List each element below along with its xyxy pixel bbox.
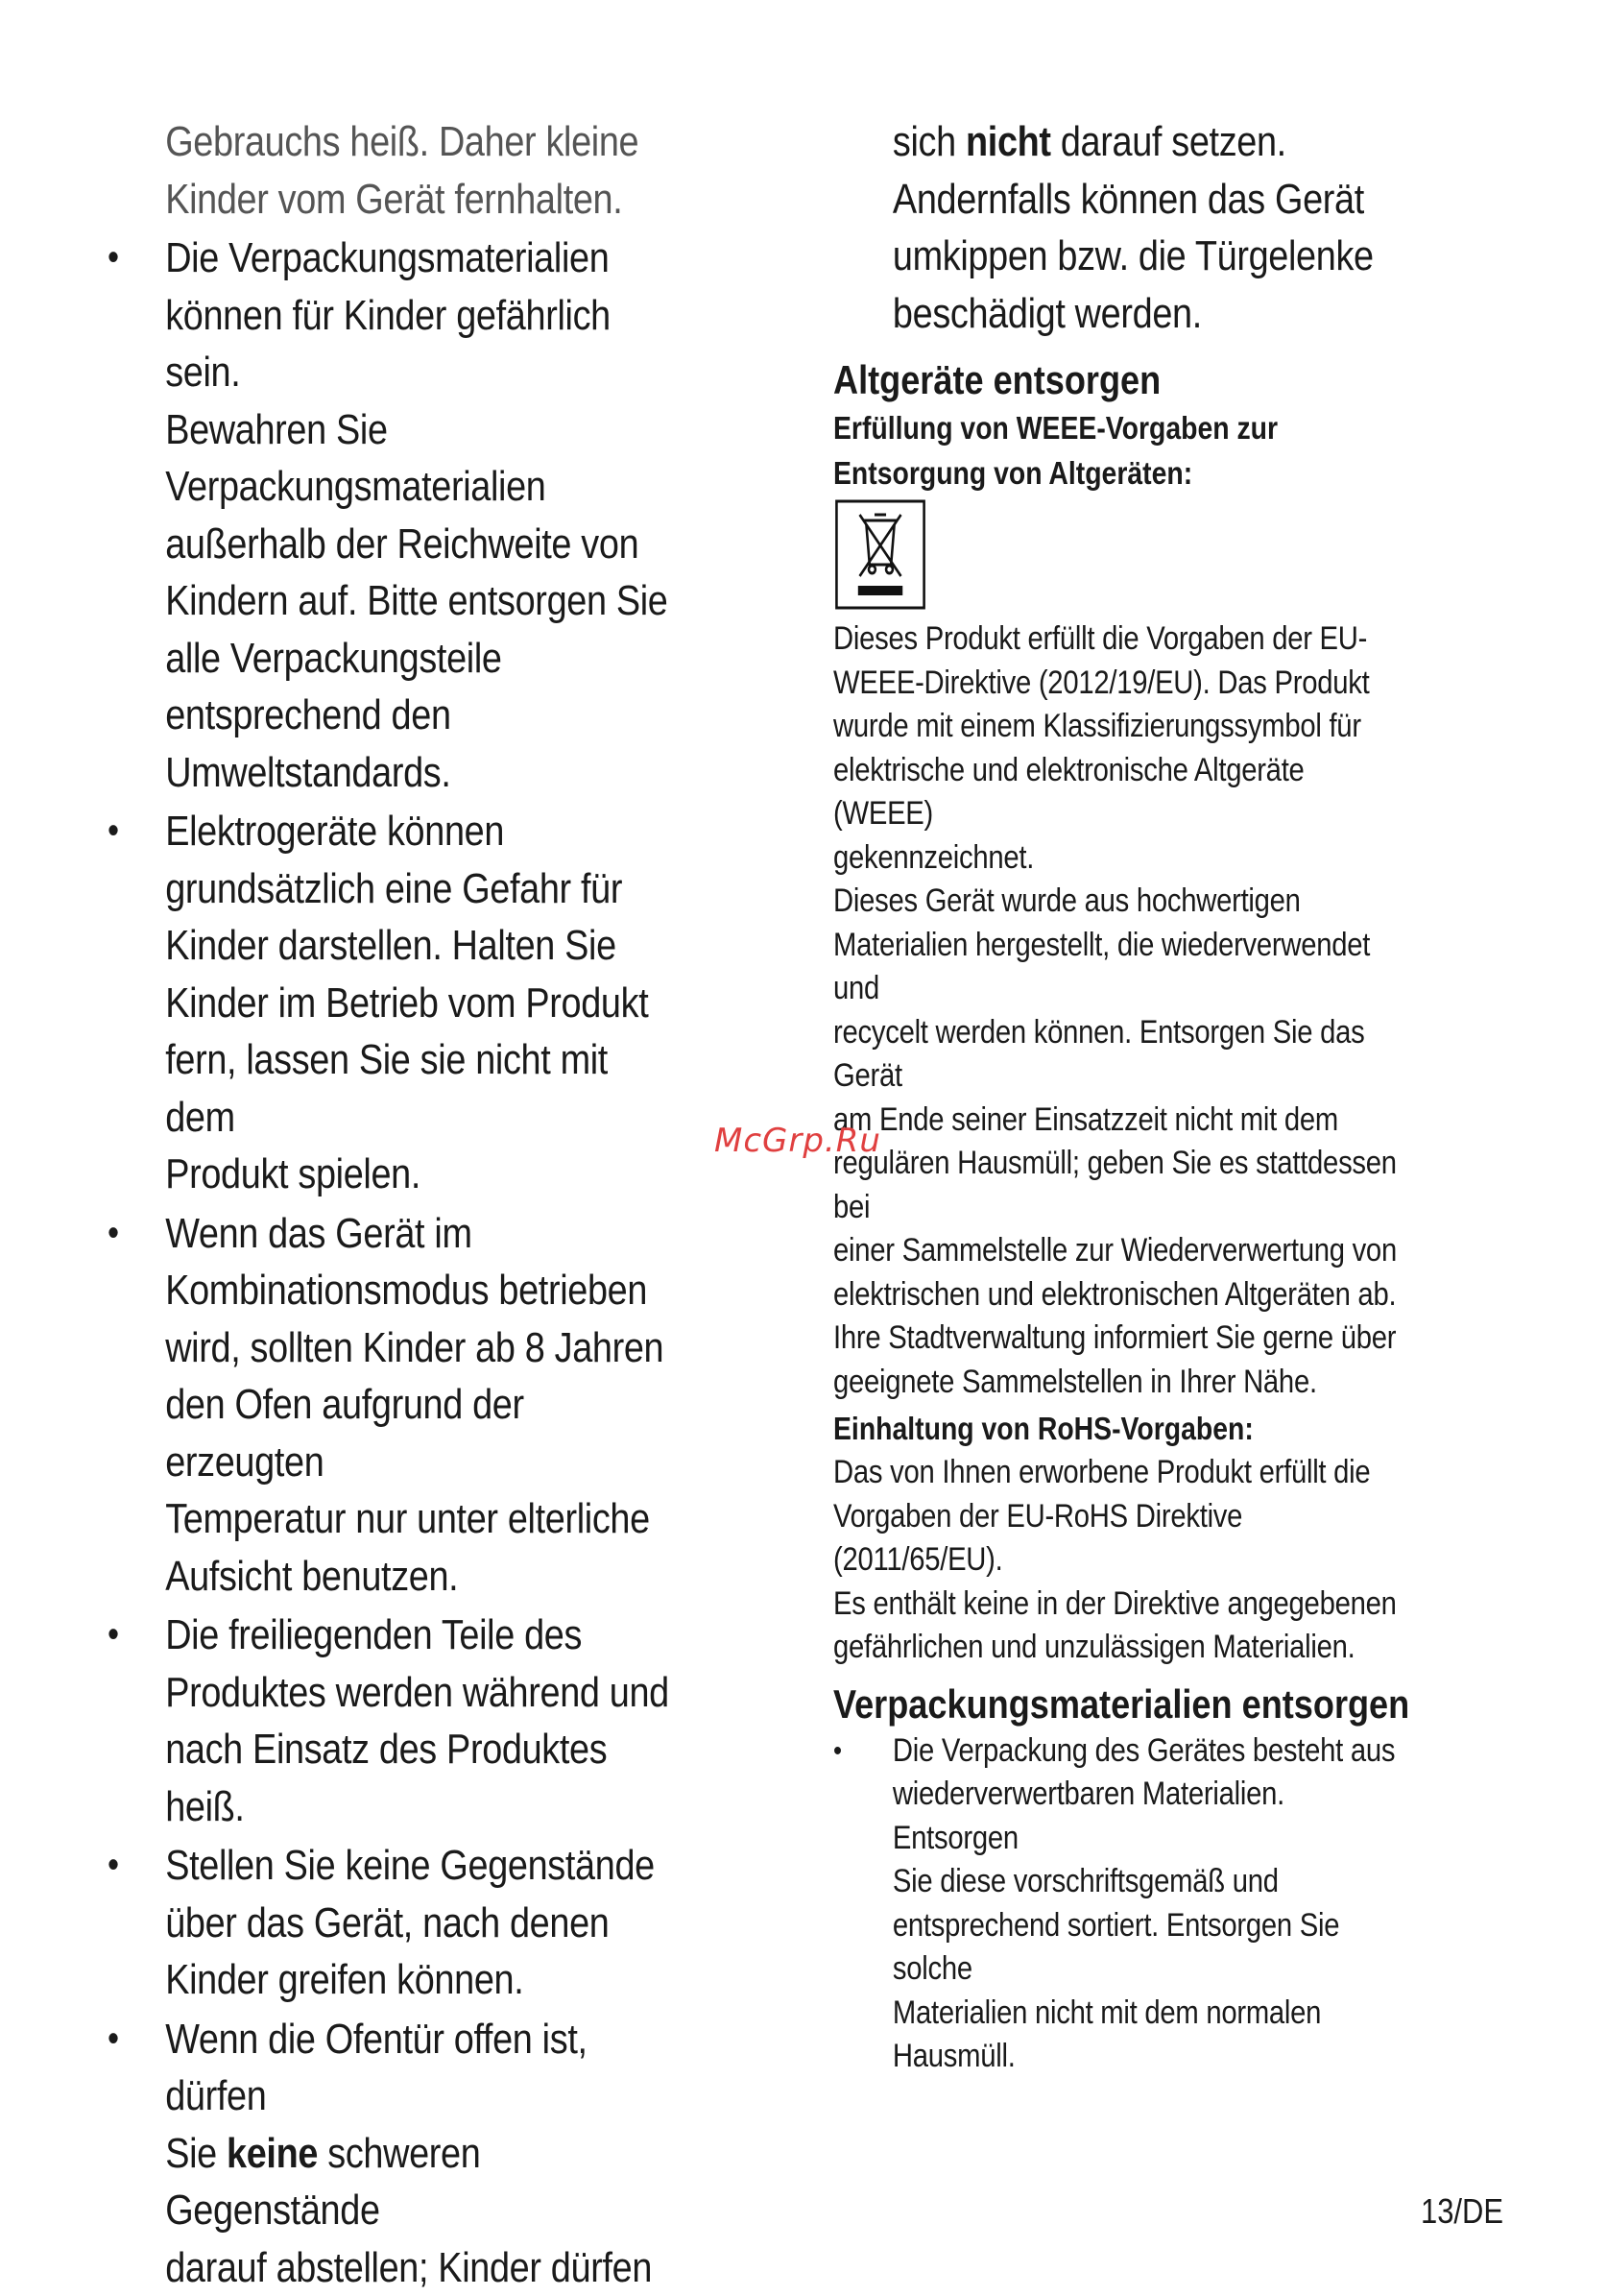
- emphasis-nicht: nicht: [966, 118, 1051, 165]
- right-continuation: sich nicht darauf setzen. Andernfalls können das Gerät umkippen bzw. die Türgelenke beschädigt werden.: [893, 113, 1411, 342]
- bullet-icon: •: [108, 1607, 140, 1664]
- crossed-out-wheelie-bin-icon: [835, 499, 926, 610]
- bullet-item: • Die freiliegenden Teile des Produktes werden während und nach Einsatz des Produktes heiß.: [108, 1607, 685, 1835]
- bullet-icon: •: [833, 1729, 842, 1774]
- watermark: McGrp.Ru: [714, 1122, 881, 1160]
- bullet-icon: •: [108, 230, 140, 287]
- page-number: 13/DE: [1421, 2191, 1503, 2232]
- left-column: [108, 113, 685, 2296]
- bullet-item: • Stellen Sie keine Gegenstände über das Gerät, nach denen Kinder greifen können.: [108, 1837, 685, 2009]
- bullet-item: • Wenn die Ofentür offen ist, dürfen Sie keine schweren Gegenstände darauf abstellen; Kinder dürfen: [108, 2011, 685, 2296]
- weee-heading: Erfüllung von WEEE-Vorgaben zur Entsorgung von Altgeräten:: [833, 405, 1411, 495]
- bullet-icon: •: [108, 1205, 140, 1263]
- rohs-heading: Einhaltung von RoHS-Vorgaben:: [833, 1406, 1411, 1451]
- safety-bullet-list: [108, 230, 685, 2296]
- rohs-text: Das von Ihnen erworbene Produkt erfüllt die Vorgaben der EU-RoHS Direktive (2011/65/EU). Es enthält keine in der Direktive angegebenen gefährlichen und unzulässigen Materialien.: [833, 1451, 1411, 1670]
- heading-packaging: Verpackungsmaterialien entsorgen: [833, 1680, 1411, 1729]
- heading-disposal: Altgeräte entsorgen: [833, 355, 1411, 405]
- left-continuation: Gebrauchs heiß. Daher kleine Kinder vom Gerät fernhalten.: [165, 113, 685, 228]
- packaging-bullet-list: [833, 1729, 1411, 2079]
- bullet-icon: •: [108, 2011, 140, 2068]
- emphasis-keine: keine: [227, 2130, 318, 2177]
- right-column: [833, 113, 1411, 2079]
- bullet-item: • Die Verpackung des Gerätes besteht aus wiederverwertbaren Materialien. Entsorgen Sie diese vorschriftsgemäß und entsprechend sortiert. Entsorgen Sie solche Materialien nicht mit dem normalen Hausmüll.: [833, 1729, 1411, 2079]
- bullet-icon: •: [108, 1837, 140, 1895]
- bullet-item: • Elektrogeräte können grundsätzlich eine Gefahr für Kinder darstellen. Halten Sie Kinder im Betrieb vom Produkt fern, lassen Sie sie nicht mit dem Produkt spielen.: [108, 803, 685, 1203]
- bullet-icon: •: [108, 803, 140, 860]
- weee-text: Dieses Produkt erfüllt die Vorgaben der EU- WEEE-Direktive (2012/19/EU). Das Produkt wurde mit einem Klassifizierungssymbol für elektrische und elektronische Altgeräte (WEEE) gekennzeichnet. Dieses Gerät wurde aus hochwertigen Materialien hergestellt, die wiederverwendet und recycelt werden können. Entsorgen Sie das Gerät am Ende seiner Einsatzzeit nicht mit dem regulären Hausmüll; geben Sie es stattdessen bei einer Sammelstelle zur Wiederverwertung von elektrischen und elektronischen Altgeräten ab. Ihre Stadtverwaltung informiert Sie gerne über geeignete Sammelstellen in Ihrer Nähe.: [833, 617, 1411, 1404]
- bullet-item: • Wenn das Gerät im Kombinationsmodus betrieben wird, sollten Kinder ab 8 Jahren den Ofen aufgrund der erzeugten Temperatur nur unter elterliche Aufsicht benutzen.: [108, 1205, 685, 1606]
- bullet-item: • Die Verpackungsmaterialien können für Kinder gefährlich sein. Bewahren Sie Verpackungsmaterialien außerhalb der Reichweite von Kindern auf. Bitte entsorgen Sie alle Verpackungsteile entsprechend den Umweltstandards.: [108, 230, 685, 801]
